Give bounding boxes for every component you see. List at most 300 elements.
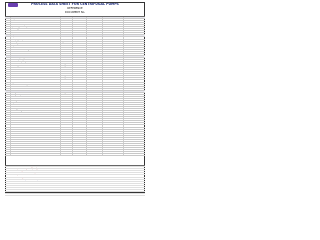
row-value-a <box>73 21 87 22</box>
row-value-a <box>73 91 87 92</box>
row-description: Casing <box>11 101 61 102</box>
row-value-a <box>73 97 87 98</box>
note-line: 3. NPSH margin to be confirmed. <box>5 171 145 173</box>
row-value-a <box>73 125 87 126</box>
row-value-a <box>73 60 87 61</box>
row-number: 1 <box>5 17 11 18</box>
datasheet-page <box>0 0 149 198</box>
row-value-c <box>103 136 124 137</box>
row-number: 37 <box>5 91 11 92</box>
row-description <box>11 121 61 122</box>
row-value-c <box>103 148 124 149</box>
row-value-d <box>124 154 145 155</box>
row-unit <box>61 17 73 18</box>
row-value-d <box>124 111 145 112</box>
row-number: 15 <box>5 46 11 47</box>
row-value-d <box>124 109 145 110</box>
row-number: 28 <box>5 72 11 73</box>
row-value-b <box>87 70 103 71</box>
row-value-d <box>124 97 145 98</box>
row-description <box>11 115 61 116</box>
row-value-a <box>73 93 87 94</box>
row-value-d <box>124 144 145 145</box>
row-value-b <box>87 62 103 63</box>
row-number: 54 <box>5 125 11 126</box>
row-value-c <box>103 132 124 133</box>
row-unit <box>61 29 73 30</box>
row-value-a <box>73 117 87 118</box>
row-value-c <box>103 74 124 75</box>
row-unit <box>61 99 73 100</box>
note-line: 14. <box>5 194 145 196</box>
row-value-a <box>73 66 87 67</box>
row-unit <box>61 105 73 106</box>
row-number: 36 <box>5 89 11 90</box>
row-number: 22 <box>5 60 11 61</box>
row-value-b <box>87 115 103 116</box>
row-value-b <box>87 121 103 122</box>
row-number: 64 <box>5 146 11 147</box>
row-number: 21 <box>5 58 11 59</box>
row-description <box>11 48 61 49</box>
row-value-b <box>87 52 103 53</box>
row-value-d <box>124 58 145 59</box>
row-value-b <box>87 128 103 129</box>
row-value-d <box>124 21 145 22</box>
row-value-c <box>103 76 124 77</box>
row-number: 48 <box>5 113 11 114</box>
row-value-a <box>73 109 87 110</box>
row-unit <box>61 130 73 131</box>
row-value-b <box>87 17 103 18</box>
row-value-b <box>87 105 103 106</box>
row-value-a <box>73 78 87 79</box>
row-description: Vapour Pressure at P.T. <box>11 46 61 47</box>
row-number: 26 <box>5 68 11 69</box>
row-value-d <box>124 128 145 129</box>
note-line: 1. Data to be confirmed by pump vendor. <box>5 167 145 169</box>
row-value-c <box>103 140 124 141</box>
row-description: Hydraulic Power <box>11 83 61 84</box>
row-value-c <box>103 70 124 71</box>
row-value-c <box>103 54 124 55</box>
row-value-d <box>124 54 145 55</box>
row-value-b <box>87 44 103 45</box>
row-unit <box>61 52 73 53</box>
row-number: 23 <box>5 62 11 63</box>
row-unit <box>61 154 73 155</box>
row-value-d <box>124 93 145 94</box>
row-value-c <box>103 123 124 124</box>
row-description <box>11 148 61 149</box>
row-value-b <box>87 76 103 77</box>
row-value-d <box>124 44 145 45</box>
row-value-b <box>87 35 103 36</box>
row-description <box>11 152 61 153</box>
row-value-d <box>124 19 145 20</box>
row-description: Location <box>11 31 61 32</box>
row-value-c <box>103 23 124 24</box>
row-number: 59 <box>5 136 11 137</box>
row-unit <box>61 113 73 114</box>
row-value-c <box>103 115 124 116</box>
row-value-b <box>87 78 103 79</box>
row-unit <box>61 103 73 104</box>
row-description <box>11 74 61 75</box>
row-value-a <box>73 44 87 45</box>
row-unit <box>61 123 73 124</box>
row-value-b <box>87 85 103 86</box>
row-unit: bar g <box>61 78 73 79</box>
row-value-a <box>73 154 87 155</box>
row-number: 24 <box>5 64 11 65</box>
row-value-a <box>73 33 87 34</box>
row-value-b <box>87 23 103 24</box>
row-value-c <box>103 107 124 108</box>
row-value-d <box>124 103 145 104</box>
row-value-b <box>87 42 103 43</box>
row-unit: kg/m3 <box>61 42 73 43</box>
row-description <box>11 136 61 137</box>
row-description: Minimum Capacity <box>11 62 61 63</box>
row-number: 4 <box>5 23 11 24</box>
row-value-d <box>124 33 145 34</box>
row-description: Estimated Absorbed Power <box>11 87 61 88</box>
row-value-d <box>124 62 145 63</box>
row-description <box>11 128 61 129</box>
row-unit <box>61 74 73 75</box>
row-description: Project <box>11 19 61 20</box>
row-description: Solids Content <box>11 52 61 53</box>
row-value-d <box>124 64 145 65</box>
row-value-c <box>103 33 124 34</box>
row-value-b <box>87 91 103 92</box>
row-value-a <box>73 132 87 133</box>
row-unit <box>61 134 73 135</box>
row-value-b <box>87 134 103 135</box>
row-value-d <box>124 113 145 114</box>
row-value-d <box>124 140 145 141</box>
row-value-a <box>73 121 87 122</box>
row-unit <box>61 23 73 24</box>
row-description: Rated Capacity <box>11 60 61 61</box>
row-value-c <box>103 83 124 84</box>
row-unit <box>61 128 73 129</box>
note-line: 9. <box>5 184 145 186</box>
row-description: Number of Pumps <box>11 25 61 26</box>
row-number: 58 <box>5 134 11 135</box>
row-value-b <box>87 72 103 73</box>
row-number: 68 <box>5 154 11 155</box>
row-unit <box>61 117 73 118</box>
row-value-c <box>103 29 124 30</box>
notes-section <box>5 165 145 196</box>
row-unit: bar g <box>61 93 73 94</box>
row-value-b <box>87 99 103 100</box>
row-unit <box>61 91 73 92</box>
row-value-c <box>103 138 124 139</box>
data-table <box>5 17 145 156</box>
row-value-c <box>103 42 124 43</box>
row-description: Impeller <box>11 103 61 104</box>
row-unit <box>61 119 73 120</box>
note-line: 12. <box>5 190 145 192</box>
row-value-b <box>87 132 103 133</box>
row-unit: m3/h <box>61 62 73 63</box>
row-number: 39 <box>5 95 11 96</box>
row-value-c <box>103 85 124 86</box>
row-value-b <box>87 46 103 47</box>
row-unit <box>61 48 73 49</box>
note-line: 5. Seal plan to be confirmed. <box>5 175 145 177</box>
row-number: 47 <box>5 111 11 112</box>
row-unit <box>61 142 73 143</box>
row-description <box>11 140 61 141</box>
row-value-b <box>87 95 103 96</box>
row-number: 25 <box>5 66 11 67</box>
row-unit: °C <box>61 40 73 41</box>
row-number: 10 <box>5 35 11 36</box>
row-unit <box>61 146 73 147</box>
row-value-d <box>124 17 145 18</box>
row-unit: bar g <box>61 76 73 77</box>
row-value-c <box>103 35 124 36</box>
row-value-c <box>103 58 124 59</box>
row-number: 19 <box>5 54 11 55</box>
row-description: Max. Suction Pressure <box>11 76 61 77</box>
row-value-b <box>87 60 103 61</box>
row-unit <box>61 27 73 28</box>
row-value-d <box>124 60 145 61</box>
row-unit: % <box>61 85 73 86</box>
row-value-d <box>124 52 145 53</box>
row-number: 60 <box>5 138 11 139</box>
row-unit <box>61 89 73 90</box>
row-number: 13 <box>5 42 11 43</box>
row-number: 12 <box>5 40 11 41</box>
row-number: 50 <box>5 117 11 118</box>
row-value-d <box>124 89 145 90</box>
row-value-a <box>73 58 87 59</box>
row-value-b <box>87 54 103 55</box>
row-value-b <box>87 113 103 114</box>
row-description <box>11 132 61 133</box>
row-value-a <box>73 103 87 104</box>
row-unit <box>61 148 73 149</box>
row-value-c <box>103 97 124 98</box>
row-value-d <box>124 25 145 26</box>
row-value-a <box>73 83 87 84</box>
row-value-c <box>103 72 124 73</box>
row-unit: m <box>61 72 73 73</box>
row-value-a <box>73 89 87 90</box>
row-value-c <box>103 142 124 143</box>
row-value-a <box>73 140 87 141</box>
row-value-a <box>73 68 87 69</box>
row-value-c <box>103 27 124 28</box>
note-line: 10. <box>5 186 145 188</box>
row-value-d <box>124 42 145 43</box>
row-unit <box>61 56 73 57</box>
row-value-b <box>87 48 103 49</box>
row-value-c <box>103 152 124 153</box>
row-number: 43 <box>5 103 11 104</box>
row-unit <box>61 121 73 122</box>
row-unit <box>61 80 73 81</box>
row-value-d <box>124 27 145 28</box>
row-value-d <box>124 29 145 30</box>
row-unit <box>61 31 73 32</box>
row-value-c <box>103 117 124 118</box>
row-value-c <box>103 121 124 122</box>
row-number: 9 <box>5 33 11 34</box>
row-number: 32 <box>5 80 11 81</box>
row-value-c <box>103 56 124 57</box>
row-value-d <box>124 101 145 102</box>
row-value-c <box>103 134 124 135</box>
row-unit <box>61 140 73 141</box>
row-description: Driver Type <box>11 29 61 30</box>
row-value-b <box>87 74 103 75</box>
row-value-d <box>124 35 145 36</box>
row-value-c <box>103 68 124 69</box>
row-value-c <box>103 130 124 131</box>
row-value-c <box>103 91 124 92</box>
row-value-c <box>103 40 124 41</box>
subtitle-document-no: DOCUMENT No. <box>64 10 86 14</box>
row-unit <box>61 125 73 126</box>
row-value-a <box>73 19 87 20</box>
row-value-a <box>73 123 87 124</box>
row-value-d <box>124 107 145 108</box>
row-unit: bar <box>61 68 73 69</box>
row-value-a <box>73 23 87 24</box>
row-value-c <box>103 128 124 129</box>
row-value-d <box>124 136 145 137</box>
row-description <box>11 54 61 55</box>
row-value-b <box>87 107 103 108</box>
row-unit <box>61 101 73 102</box>
row-value-d <box>124 142 145 143</box>
row-value-d <box>124 85 145 86</box>
row-number: 33 <box>5 83 11 84</box>
row-value-b <box>87 29 103 30</box>
row-unit: kW <box>61 83 73 84</box>
row-value-b <box>87 64 103 65</box>
row-value-c <box>103 113 124 114</box>
row-value-d <box>124 117 145 118</box>
row-value-d <box>124 56 145 57</box>
row-number: 42 <box>5 101 11 102</box>
row-unit <box>61 150 73 151</box>
row-description: Corrosive / Erosive Agents <box>11 50 61 51</box>
row-value-d <box>124 105 145 106</box>
row-value-b <box>87 97 103 98</box>
row-value-b <box>87 66 103 67</box>
row-description <box>11 154 61 155</box>
row-value-a <box>73 48 87 49</box>
row-unit <box>61 152 73 153</box>
row-value-b <box>87 40 103 41</box>
row-description: Seal Type <box>11 109 61 110</box>
row-value-c <box>103 62 124 63</box>
row-description <box>11 125 61 126</box>
row-value-b <box>87 25 103 26</box>
row-value-a <box>73 31 87 32</box>
row-number: 41 <box>5 99 11 100</box>
row-value-d <box>124 123 145 124</box>
row-number: 20 <box>5 56 11 57</box>
row-number: 49 <box>5 115 11 116</box>
row-value-c <box>103 52 124 53</box>
row-unit <box>61 97 73 98</box>
row-unit <box>61 107 73 108</box>
row-number: 31 <box>5 78 11 79</box>
row-value-c <box>103 46 124 47</box>
row-value-c <box>103 66 124 67</box>
row-value-c <box>103 150 124 151</box>
row-number: 56 <box>5 130 11 131</box>
row-description: Discharge Pressure <box>11 66 61 67</box>
row-number: 7 <box>5 29 11 30</box>
row-value-b <box>87 27 103 28</box>
row-value-a <box>73 25 87 26</box>
row-value-a <box>73 130 87 131</box>
document-title: PROCESS DATA SHEET FOR CENTRIFUGAL PUMPS <box>31 2 119 6</box>
row-description: Differential Pressure <box>11 68 61 69</box>
row-value-b <box>87 87 103 88</box>
row-description <box>11 33 61 34</box>
row-value-b <box>87 123 103 124</box>
row-value-c <box>103 103 124 104</box>
note-line: 13. <box>5 192 145 194</box>
row-number: 46 <box>5 109 11 110</box>
table-row <box>5 154 145 156</box>
row-value-b <box>87 19 103 20</box>
row-value-c <box>103 21 124 22</box>
row-value-b <box>87 138 103 139</box>
row-value-c <box>103 19 124 20</box>
row-value-b <box>87 103 103 104</box>
row-value-a <box>73 54 87 55</box>
row-value-c <box>103 99 124 100</box>
row-number: 16 <box>5 48 11 49</box>
row-unit: °C <box>61 95 73 96</box>
row-number: 62 <box>5 142 11 143</box>
row-value-b <box>87 68 103 69</box>
row-number: 11 <box>5 37 11 38</box>
subtitle-reference: REFERENCE <box>67 7 83 10</box>
row-description <box>11 146 61 147</box>
row-value-a <box>73 134 87 135</box>
row-description <box>11 150 61 151</box>
row-value-d <box>124 46 145 47</box>
row-description <box>11 134 61 135</box>
row-description: Shaft <box>11 105 61 106</box>
row-number: 5 <box>5 25 11 26</box>
row-number: 57 <box>5 132 11 133</box>
row-value-d <box>124 121 145 122</box>
note-line: 8. <box>5 182 145 184</box>
row-description: Differential Head <box>11 70 61 71</box>
row-value-b <box>87 117 103 118</box>
row-value-a <box>73 40 87 41</box>
row-value-c <box>103 48 124 49</box>
row-description <box>11 119 61 120</box>
row-description <box>11 142 61 143</box>
row-value-b <box>87 144 103 145</box>
row-value-a <box>73 76 87 77</box>
